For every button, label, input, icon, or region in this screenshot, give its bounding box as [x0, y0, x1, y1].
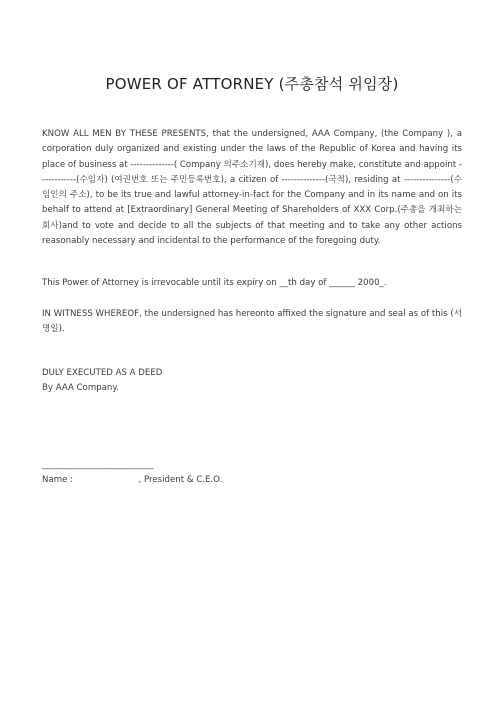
signatory-name-line: Name : , President & C.E.O.: [42, 475, 223, 486]
by-company-line: By AAA Company.: [42, 383, 119, 394]
witness-paragraph: IN WITNESS WHEREOF, the undersigned has hereonto affixed the signature and seal as of this (서명일).: [42, 309, 462, 335]
document-title: POWER OF ATTORNEY (주총참석 위임장): [105, 75, 399, 93]
signature-line: ______________________________: [42, 460, 153, 470]
signature-block: [42, 458, 462, 489]
irrevocability-paragraph: This Power of Attorney is irrevocable until its expiry on __th day of ______ 2000_.: [42, 278, 387, 288]
appointment-paragraph: KNOW ALL MEN BY THESE PRESENTS, that the undersigned, AAA Company, (the Company ), a corporation duly organized and existing under the laws of the Republic of Korea and having its place of business at --------------( Company 의주소기재), does hereby make, constitute and appoint ------------(수임자) (여권번호 또는 주민등록번호), a citizen of --------------(국적), residing at ---------------(수임인의 주소), to be its true and lawful attorney-in-fact for the Company and in its name and on its behalf to attend at [Extraordinary] General Meeting of Shareholders of XXX Corp.(주총을 개최하는 회사)and to vote and decide to all the subjects of that meeting and to take any other actions reasonably necessary and incidental to the performance of the foregoing duty.: [42, 129, 463, 247]
execution-block: [42, 366, 462, 397]
duly-executed-heading: DULY EXECUTED AS A DEED: [42, 368, 163, 378]
